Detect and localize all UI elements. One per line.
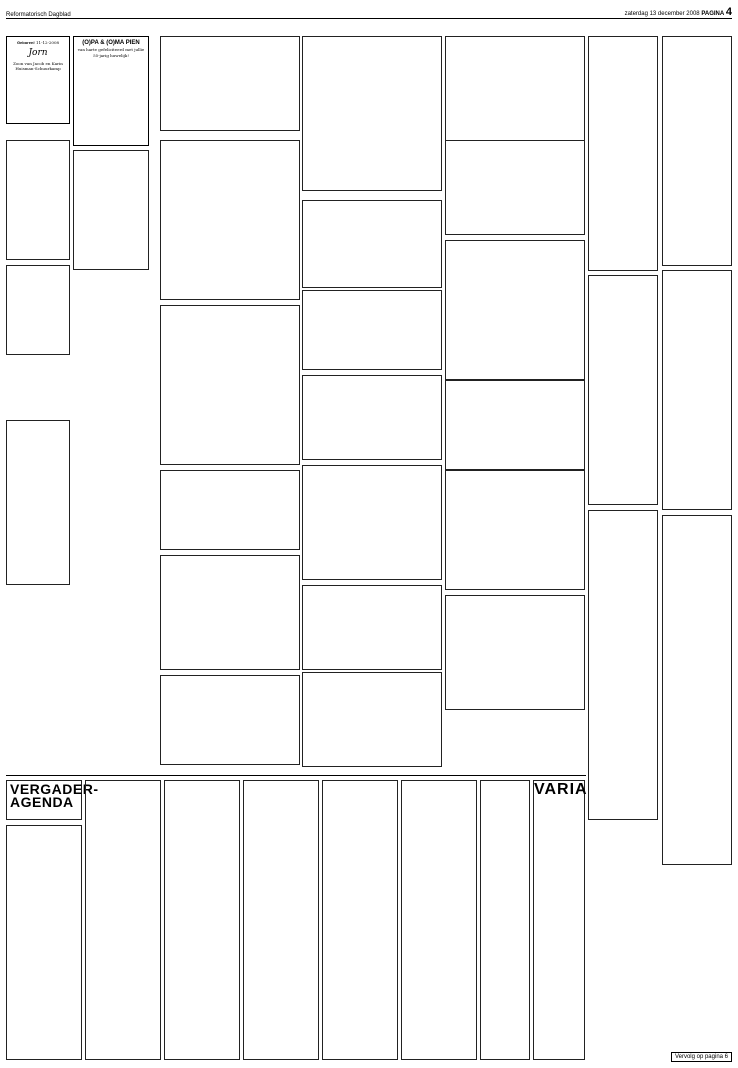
agenda-listing [322,780,398,1060]
notice-box [445,380,585,470]
agenda-listing [243,780,319,1060]
agenda-listing [164,780,240,1060]
page-number: 4 [725,6,732,18]
notice-box [160,470,300,550]
header-date: zaterdag 13 december 2008 [624,11,700,17]
notice-box [6,420,70,585]
notice-box [302,375,442,460]
agenda-listing [401,780,477,1060]
notice-title: Geboren! [16,40,35,45]
varia-box [533,780,588,1060]
notice-box [302,290,442,370]
notice-box [160,36,300,131]
notice-box [302,585,442,670]
notice-text: van harte gefeliciteerd met jullie 55-jarig huwelijk! [77,47,145,58]
agenda-title-box [6,780,99,820]
notice-box [662,36,732,266]
notice-box [662,515,732,865]
continued-on-page: Vervolg op pagina 6 [671,1052,732,1062]
notice-box [302,200,442,288]
notice-box [6,140,70,260]
notice-box [302,36,442,191]
varia-title: VARIA [534,781,588,798]
notice-box [588,275,658,505]
notice-box [160,305,300,465]
notice-box [445,595,585,710]
paper-name: Reformatorisch Dagblad [6,12,71,18]
agenda-listing [85,780,161,1060]
notice-title: (O)PA & (O)MA PIEN [82,40,140,46]
notice-name: Jorn [28,47,48,58]
notice-box [73,150,149,270]
notice-box [445,240,585,380]
birth-notice [6,36,70,124]
page-label: PAGINA [701,11,725,17]
notice-box [445,470,585,590]
agenda-listing [6,825,82,1060]
notice-box [662,270,732,510]
anniversary-notice [73,36,149,146]
notice-box [588,36,658,271]
notice-box [160,140,300,300]
notice-box [6,265,70,355]
notice-text: Zoon van Jacob en Karin Huisman-Schuurkamp [13,60,63,71]
page-header [6,4,732,19]
notice-box [588,510,658,820]
notice-box [445,140,585,235]
notice-date: 11-12-2008 [36,40,60,45]
agenda-title: VERGADER-AGENDA [10,781,99,810]
agenda-listing [480,780,530,1060]
notice-box [445,36,585,141]
notice-box [160,675,300,765]
agenda-divider [6,775,586,776]
notice-box [302,465,442,580]
notice-box [302,672,442,767]
notice-box [160,555,300,670]
